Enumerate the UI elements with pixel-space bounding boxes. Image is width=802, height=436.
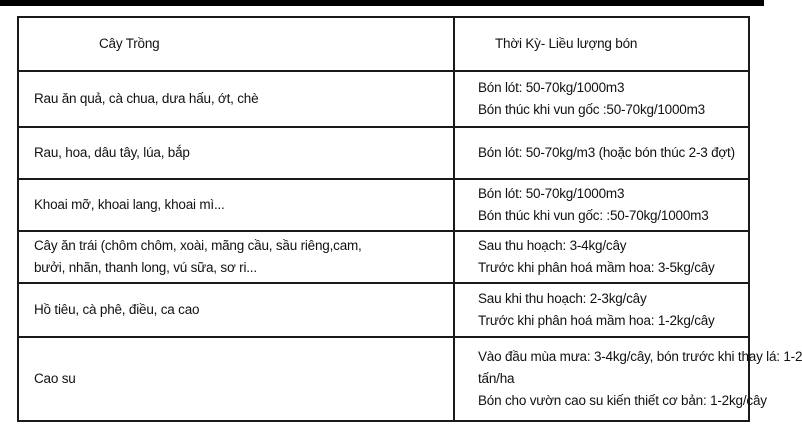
dose-text: Sau khi thu hoạch: 2-3kg/cây xyxy=(478,291,647,306)
dose-cell xyxy=(454,179,749,231)
dose-text: Trước khi phân hoá mầm hoa: 3-5kg/cây xyxy=(478,260,715,275)
crop-cell xyxy=(18,71,454,127)
table-row xyxy=(18,179,749,231)
header-crop: Cây Trồng xyxy=(18,17,454,71)
fertilizer-dosage-table xyxy=(17,16,802,422)
dose-text: Bón lót: 50-70kg/1000m3 xyxy=(478,186,625,201)
dose-text: Bón cho vườn cao su kiến thiết cơ bản: 1-2kg/cây xyxy=(478,393,767,408)
dose-text: Trước khi phân hoá mầm hoa: 1-2kg/cây xyxy=(478,313,715,328)
crop-cell xyxy=(18,283,454,337)
crop-cell xyxy=(18,179,454,231)
crop-text: Cây ăn trái (chôm chôm, xoài, mãng cầu, sầu riêng,cam, xyxy=(34,238,362,253)
crop-cell xyxy=(18,337,454,421)
dose-text: Sau thu hoạch: 3-4kg/cây xyxy=(478,238,627,253)
top-border-bar xyxy=(0,0,764,6)
dose-text: tấn/ha xyxy=(478,371,515,386)
table-row xyxy=(18,337,749,421)
table-row xyxy=(18,71,749,127)
dose-text: Bón thúc khi vun gốc :50-70kg/1000m3 xyxy=(478,102,705,117)
dose-cell xyxy=(454,71,749,127)
crop-cell xyxy=(18,231,454,283)
table-header-row xyxy=(18,17,749,71)
crop-text: Rau ăn quả, cà chua, dưa hấu, ớt, chè xyxy=(34,91,259,106)
table-row xyxy=(18,127,749,179)
crop-text: bưởi, nhãn, thanh long, vú sữa, sơ ri... xyxy=(34,260,257,275)
dose-text: Bón lót: 50-70kg/m3 (hoặc bón thúc 2-3 đợt) xyxy=(478,145,735,160)
dose-cell xyxy=(454,337,802,421)
crop-text: Hồ tiêu, cà phê, điều, ca cao xyxy=(34,302,200,317)
header-dose: Thời Kỳ- Liều lượng bón xyxy=(454,17,749,71)
crop-text: Khoai mỡ, khoai lang, khoai mì... xyxy=(34,197,225,212)
crop-text: Cao su xyxy=(34,371,76,386)
dose-cell xyxy=(454,127,749,179)
crop-text: Rau, hoa, dâu tây, lúa, bắp xyxy=(34,145,190,160)
dose-text: Bón lót: 50-70kg/1000m3 xyxy=(478,80,625,95)
table-row xyxy=(18,231,749,283)
crop-cell xyxy=(18,127,454,179)
dose-text: Vào đầu mùa mưa: 3-4kg/cây, bón trước khi thay lá: 1-2 xyxy=(478,349,802,364)
dose-cell xyxy=(454,231,749,283)
dose-cell xyxy=(454,283,749,337)
dose-text: Bón thúc khi vun gốc: :50-70kg/1000m3 xyxy=(478,208,709,223)
table-row xyxy=(18,283,749,337)
